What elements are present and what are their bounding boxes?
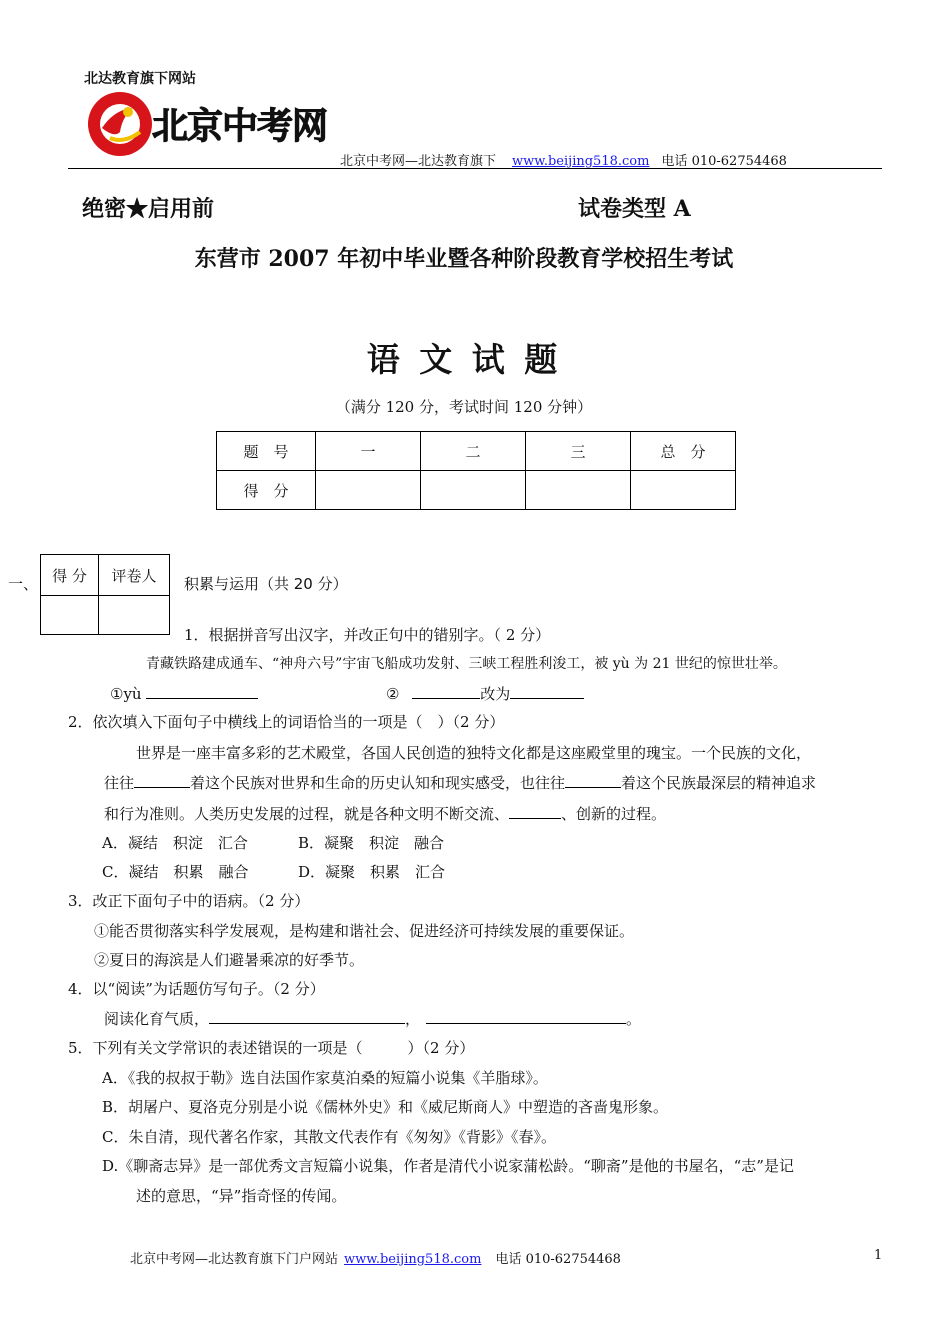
- q2-stem: 2．依次填入下面句子中横线上的词语恰当的一项是（ ）（2 分）: [68, 713, 505, 731]
- header-site-name: 北京中考网—北达教育旗下: [340, 154, 497, 169]
- q2-text: 往往: [104, 774, 135, 792]
- grader-name-cell[interactable]: [99, 596, 170, 635]
- grader-name-label: 评卷人: [99, 555, 170, 596]
- q4-comma: ，: [405, 1010, 421, 1028]
- q2-passage-line3: [104, 803, 666, 824]
- footer-site: 北京中考网—北达教育旗下门户网站: [130, 1252, 339, 1267]
- q1-answer1-label: ①yù: [110, 685, 142, 703]
- secrecy-label: 绝密★启用前: [82, 196, 215, 222]
- q5-option-a[interactable]: A．《我的叔叔于勒》选自法国作家莫泊桑的短篇小说集《羊脂球》。: [102, 1069, 548, 1087]
- q2-option-c[interactable]: C．凝结 积累 融合: [102, 863, 249, 881]
- score-row-header-number: 题 号: [217, 432, 316, 471]
- q2-option-a[interactable]: A．凝结 积淀 汇合: [102, 834, 248, 852]
- q1-wrong-char-blank[interactable]: [412, 683, 480, 699]
- q2-option-d[interactable]: D．凝聚 积累 汇合: [298, 863, 446, 881]
- q2-blank-2[interactable]: [565, 772, 621, 788]
- q4-answer-row: [104, 1008, 641, 1029]
- q2-blank-1[interactable]: [134, 772, 190, 788]
- q1-answer-row: [110, 683, 258, 703]
- q4-lead: 阅读化育气质，: [104, 1010, 210, 1028]
- q5-option-c[interactable]: C．朱自清，现代著名作家，其散文代表作有《匆匆》《背影》《春》。: [102, 1128, 556, 1146]
- q4-blank-2[interactable]: [426, 1008, 626, 1024]
- q1-answer1-blank[interactable]: [146, 683, 258, 699]
- score-col-1: 一: [316, 432, 421, 471]
- q1-correct-char-blank[interactable]: [510, 683, 584, 699]
- q5-option-d[interactable]: D.《聊斋志异》是一部优秀文言短篇小说集，作者是清代小说家蒲松龄。“聊斋”是他的书屋名，“志”是记: [102, 1157, 794, 1175]
- footer-phone: 电话 010-62754468: [495, 1252, 621, 1267]
- score-cell[interactable]: [631, 471, 736, 510]
- score-col-3: 三: [526, 432, 631, 471]
- score-table: [216, 431, 736, 510]
- header-divider: [68, 168, 882, 169]
- logo-text: 北京中考网: [152, 106, 328, 147]
- q2-blank-3[interactable]: [509, 803, 561, 819]
- paper-type: 试卷类型 A: [578, 196, 691, 222]
- score-cell[interactable]: [316, 471, 421, 510]
- q2-text: 和行为准则。人类历史发展的过程，就是各种文明不断交流、: [104, 805, 510, 823]
- q5-option-d-cont: 述的意思，“异”指奇怪的传闻。: [136, 1187, 347, 1205]
- footer-url-link[interactable]: www.beijing518.com: [344, 1252, 482, 1267]
- q3-stem: 3．改正下面句子中的语病。（2 分）: [68, 892, 310, 910]
- score-col-2: 二: [421, 432, 526, 471]
- grader-box: [40, 554, 170, 635]
- score-cell[interactable]: [526, 471, 631, 510]
- q4-stem: 4．以“阅读”为话题仿写句子。（2 分）: [68, 980, 325, 998]
- section-number: 一、: [8, 575, 39, 593]
- grader-score-cell[interactable]: [41, 596, 99, 635]
- score-table-score-row: [217, 471, 736, 510]
- q1-answer2-label: ②: [386, 685, 400, 703]
- score-row-header-score: 得 分: [217, 471, 316, 510]
- q4-blank-1[interactable]: [209, 1008, 405, 1024]
- footer: [130, 1248, 621, 1267]
- q5-stem: 5．下列有关文学常识的表述错误的一项是（ ）（2 分）: [68, 1039, 475, 1057]
- q1-change-to: 改为: [480, 685, 511, 703]
- q4-end: 。: [626, 1010, 642, 1028]
- q2-text: 着这个民族对世界和生命的历史认知和现实感受，也往往: [190, 774, 566, 792]
- q1-stem: 1．根据拼音写出汉字，并改正句中的错别字。（ 2 分）: [184, 626, 551, 644]
- q2-text: 、创新的过程。: [561, 805, 667, 823]
- header-url-link[interactable]: www.beijing518.com: [512, 154, 650, 169]
- section-title: 积累与运用（共 20 分）: [184, 575, 348, 593]
- page-number: 1: [874, 1248, 883, 1263]
- logo-icon: [84, 88, 158, 160]
- q2-passage-line1: 世界是一座丰富多彩的艺术殿堂，各国人民创造的独特文化都是这座殿堂里的瑰宝。一个民族的文化，: [136, 744, 812, 762]
- q3-sentence-1: ①能否贯彻落实科学发展观，是构建和谐社会、促进经济可持续发展的重要保证。: [94, 922, 635, 940]
- exam-title: 东营市 2007 年初中毕业暨各种阶段教育学校招生考试: [194, 246, 734, 272]
- q1-sentence: 青藏铁路建成通车、“神舟六号”宇宙飞船成功发射、三峡工程胜利浚工，被 yù 为 21 世纪的惊世壮举。: [146, 656, 787, 672]
- q5-option-b[interactable]: B．胡屠户、夏洛克分别是小说《儒林外史》和《威尼斯商人》中塑造的吝啬鬼形象。: [102, 1098, 669, 1116]
- score-table-header-row: [217, 432, 736, 471]
- q1-answer2-row: [386, 683, 584, 704]
- score-col-total: 总 分: [631, 432, 736, 471]
- brand-tagline: 北达教育旗下网站: [84, 71, 196, 87]
- subject-title: 语 文 试 题: [366, 340, 562, 379]
- header-info: [340, 150, 787, 169]
- grader-score-label: 得 分: [41, 555, 99, 596]
- q2-option-b[interactable]: B．凝聚 积淀 融合: [298, 834, 445, 852]
- full-score-note: （满分 120 分，考试时间 120 分钟）: [335, 398, 593, 416]
- q3-sentence-2: ②夏日的海滨是人们避暑乘凉的好季节。: [94, 951, 365, 969]
- q2-text: 着这个民族最深层的精神追求: [621, 774, 817, 792]
- score-cell[interactable]: [421, 471, 526, 510]
- header-phone: 电话 010-62754468: [661, 154, 787, 169]
- q2-passage-line2: [104, 772, 816, 793]
